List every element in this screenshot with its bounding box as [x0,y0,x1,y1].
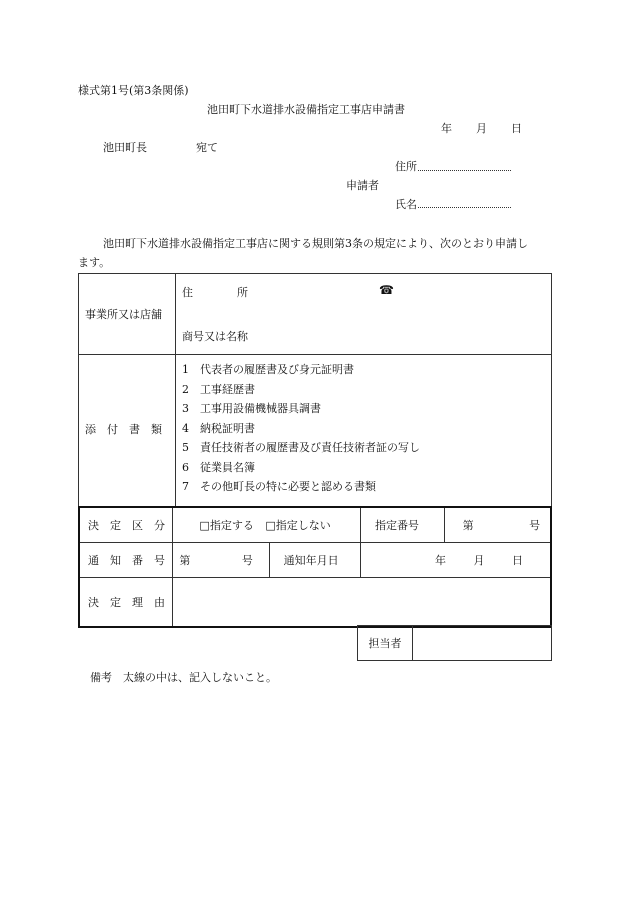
notice-day: 日 [512,554,523,567]
person-in-charge-label: 担当者 [358,626,413,661]
office-label-cell [79,274,176,355]
notice-year: 年 [435,554,446,567]
designate-checkbox[interactable]: □指定する [199,519,254,532]
person-in-charge-field[interactable] [413,626,552,661]
attachment-item: 4 納税証明書 [182,421,255,435]
applicant-address-field[interactable] [418,170,511,171]
form-number: 様式第1号(第3条関係) [78,84,189,97]
addressee-suffix: 宛て [196,141,218,154]
designation-number-suffix: 号 [529,519,541,532]
attachments-label-cell [79,355,176,507]
attachments-list-cell [176,355,552,507]
designation-number-field[interactable] [444,507,551,543]
applicant-role: 申請者 [346,179,379,192]
person-in-charge-table [357,625,552,661]
applicant-name-field[interactable] [418,207,511,208]
notice-number-suffix: 号 [241,554,253,567]
notice-date-field[interactable] [361,543,552,578]
decision-reason-label: 決 定 理 由 [79,578,173,628]
applicant-name-label: 氏名 [395,198,417,211]
attachment-item: 7 その他町長の特に必要と認める書類 [182,480,376,493]
attachment-item: 5 責任技術者の履歴書及び責任技術者証の写し [182,441,420,454]
date-year: 年 [441,122,452,135]
notice-number-prefix: 第 [179,554,191,567]
office-info-cell[interactable] [176,274,552,355]
applicant-address-label: 住所 [395,160,417,173]
notice-number-field[interactable] [173,543,269,578]
page-title: 池田町下水道排水設備指定工事店申請書 [207,103,405,116]
attachments-list [176,355,551,497]
date-month: 月 [476,122,487,135]
attachment-item: 3 工事用設備機械器具調書 [182,402,321,415]
trade-name-label: 商号又は名称 [182,330,248,343]
designation-number-prefix: 第 [462,519,474,532]
notice-date-label: 通知年月日 [269,543,360,578]
attachment-item: 1 代表者の履歴書及び身元証明書 [182,363,354,376]
office-label: 事業所又は店舗 [85,308,162,321]
designation-number-label: 指定番号 [361,507,445,543]
official-use-table [78,506,552,628]
intro-line-2: ます。 [78,256,111,269]
attachments-label: 添 付 書 類 [85,423,162,436]
addressee-name: 池田町長 [103,141,147,154]
attachment-item: 2 工事経歴書 [182,382,255,396]
office-address-label: 住 所 [182,286,248,299]
phone-icon: ☎ [379,283,394,297]
attachment-item: 6 従業員名簿 [182,460,255,474]
notice-month: 月 [473,554,485,567]
decision-options[interactable] [173,507,361,543]
intro-line-1: 池田町下水道排水設備指定工事店に関する規則第3条の規定により、次のとおり申請し [103,237,528,250]
decision-label: 決 定 区 分 [79,507,173,543]
date-day: 日 [511,122,522,135]
not-designate-checkbox[interactable]: □指定しない [265,519,331,532]
notice-number-label: 通 知 番 号 [79,543,173,578]
decision-reason-field[interactable] [173,578,551,628]
remarks: 備考 太線の中は、記入しないこと。 [90,671,277,684]
application-table [78,273,552,507]
